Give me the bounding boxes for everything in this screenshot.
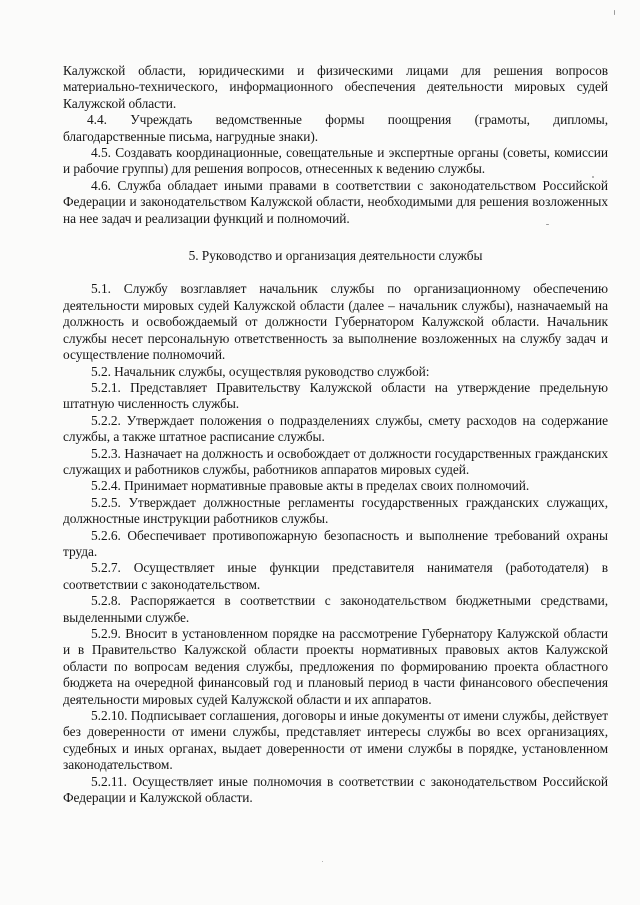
paragraph-5-2: 5.2. Начальник службы, осуществляя руководство службой: [91,363,430,379]
paragraph-5-2-8: 5.2.8. Распоряжается в соответствии с законодательством бюджетными средствами, выделенными службе. [63,593,608,625]
paragraph-4-6: 4.6. Служба обладает иными правами в соответствии с законодательством Российской Федерации и законодательством Калужской области, необходимыми для решения возложенных на нее задач и реализации функций и полномочий. [63,177,608,226]
paragraph-4-5: 4.5. Создавать координационные, совещательные и экспертные органы (советы, комиссии и рабочие группы) для решения вопросов, отнесенных к ведению службы. [63,145,608,177]
paragraph-5-2-10: 5.2.10. Подписывает соглашения, договоры и иные документы от имени службы, действует без доверенности от имени службы, представляет интересы службы во всех организациях, судебных и иных органах, выдает доверенности от имени службы в порядке, установленном законодательством. [63,708,608,773]
paragraph-5-2-11: 5.2.11. Осуществляет иные полномочия в соответствии с законодательством Российской Федерации и Калужской области. [63,773,608,806]
scan-speck [614,10,615,15]
paragraph-5-2-9: 5.2.9. Вносит в установленном порядке на рассмотрение Губернатору Калужской области и в Правительство Калужской области проекты нормативных правовых актов Калужской области по вопросам ведения службы, предложения по формированию проекта областного бюджета на очередной финансовый год и плановый период в части финансового обеспечения деятельности мировых судей Калужской области и их аппаратов. [63,626,608,707]
scan-speck [592,176,594,178]
paragraph-5-2-1: 5.2.1. Представляет Правительству Калужской области на утверждение предельную штатную численность службы. [63,379,608,412]
paragraph-5-2-7: 5.2.7. Осуществляет иные функции представителя нанимателя (работодателя) в соответствии с законодательством. [63,560,608,592]
paragraph-5-2-2: 5.2.2. Утверждает положения о подразделениях службы, смету расходов на содержание службы, а также штатное расписание службы. [63,412,608,445]
paragraph-5-2-3: 5.2.3. Назначает на должность и освобождает от должности государственных гражданских служащих и работников службы, работников аппаратов мировых судей. [63,445,608,477]
paragraph-5-2-5: 5.2.5. Утверждает должностные регламенты государственных гражданских служащих, должностные инструкции работников службы. [63,494,608,527]
paragraph-5-2-4: 5.2.4. Принимает нормативные правовые акты в пределах своих полномочий. [91,478,530,494]
document-body [63,63,608,806]
scan-speck [322,861,323,862]
paragraph-intro: Калужской области, юридическими и физическими лицами для решения вопросов материально-технического, информационного обеспечения деятельности мировых судей Калужской области. [63,63,608,111]
paragraph-5-2-6: 5.2.6. Обеспечивает противопожарную безопасность и выполнение требований охраны труда. [63,527,608,559]
section-5-heading: 5. Руководство и организация деятельности службы [188,248,483,264]
paragraph-5-1: 5.1. Службу возглавляет начальник службы по организационному обеспечению деятельности мировых судей Калужской области (далее – начальник службы), назначаемый на должность и освобождаемый от должности Губернатором Калужской области. Начальник службы несет персональную ответственность за выполнение возложенных на службу задач и осуществление полномочий. [63,281,608,363]
paragraph-4-4: 4.4. Учреждать ведомственные формы поощрения (грамоты, дипломы, благодарственные письма, нагрудные знаки). [63,112,608,144]
scan-speck [546,224,549,225]
